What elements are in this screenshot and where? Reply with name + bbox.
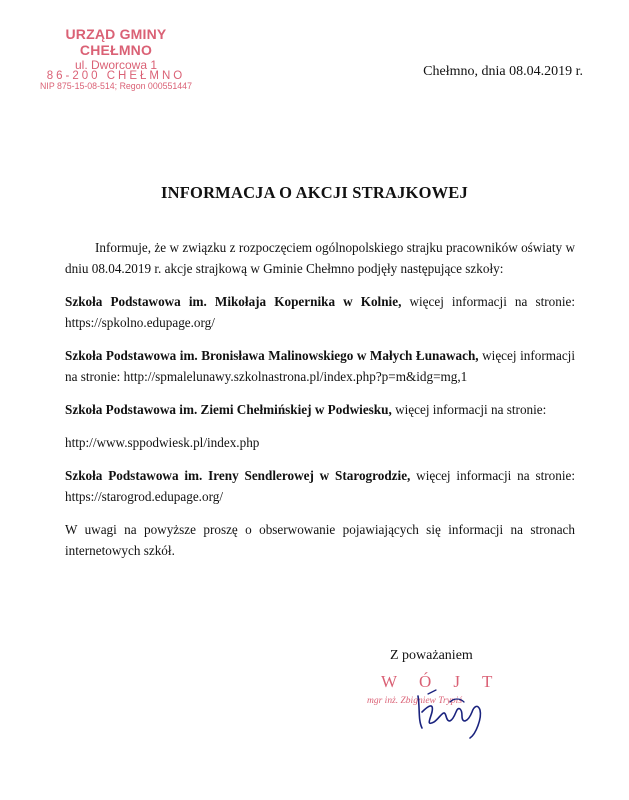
stamp-street: ul. Dworcowa 1 [74,58,158,72]
school-name: Szkoła Podstawowa im. Ireny Sendlerowej w Starogrodzie, [65,468,411,483]
school-entry [65,291,575,333]
closing-salutation: Z poważaniem [390,648,473,663]
school-info: więcej informacji na stronie: http://spmalelunawy.szkolnastrona.pl/index.php?p=m&idg=mg,1 [65,348,576,384]
school-info: więcej informacji na stronie: [391,402,547,417]
note-paragraph: W uwagi na powyższe proszę o obserwowanie pojawiających się informacji na stronach internetowych szkół. [65,522,575,558]
document-date: Chełmno, dnia 08.04.2019 r. [423,64,583,79]
handwritten-signature [410,682,500,742]
school-url: http://www.sppodwiesk.pl/index.php [65,435,260,450]
school-entry [65,345,575,387]
intro-paragraph: Informuje, że w związku z rozpoczęciem ogólnopolskiego strajku pracowników oświaty w dniu 08.04.2019 r. akcje strajkową w Gminie Chełmno podjęły następujące szkoły: [65,240,575,276]
school-name: Szkoła Podstawowa im. Mikołaja Kopernika w Kolnie, [65,294,402,309]
school-entry [65,399,575,420]
school-info: więcej informacji na stronie: https://spkolno.edupage.org/ [65,294,575,330]
mayor-title: WÓJT [381,672,515,691]
document-body [65,237,575,573]
stamp-tax-ids: NIP 875-15-08-514; Regon 000551447 [40,81,192,91]
school-entry [65,465,575,507]
document-title: INFORMACJA O AKCJI STRAJKOWEJ [161,183,468,202]
school-name: Szkoła Podstawowa im. Bronisława Malinowskiego w Małych Łunawach, [65,348,479,363]
stamp-city: 86-200 CHEŁMNO [46,70,186,82]
school-info: więcej informacji na stronie: https://starogrod.edupage.org/ [65,468,576,504]
school-name: Szkoła Podstawowa im. Ziemi Chełmińskiej w Podwiesku, [65,402,392,417]
stamp-office-name: URZĄD GMINY CHEŁMNO [65,26,167,58]
mayor-name: mgr inż. Zbigniew Trypiś [367,696,463,706]
office-stamp [36,26,196,91]
